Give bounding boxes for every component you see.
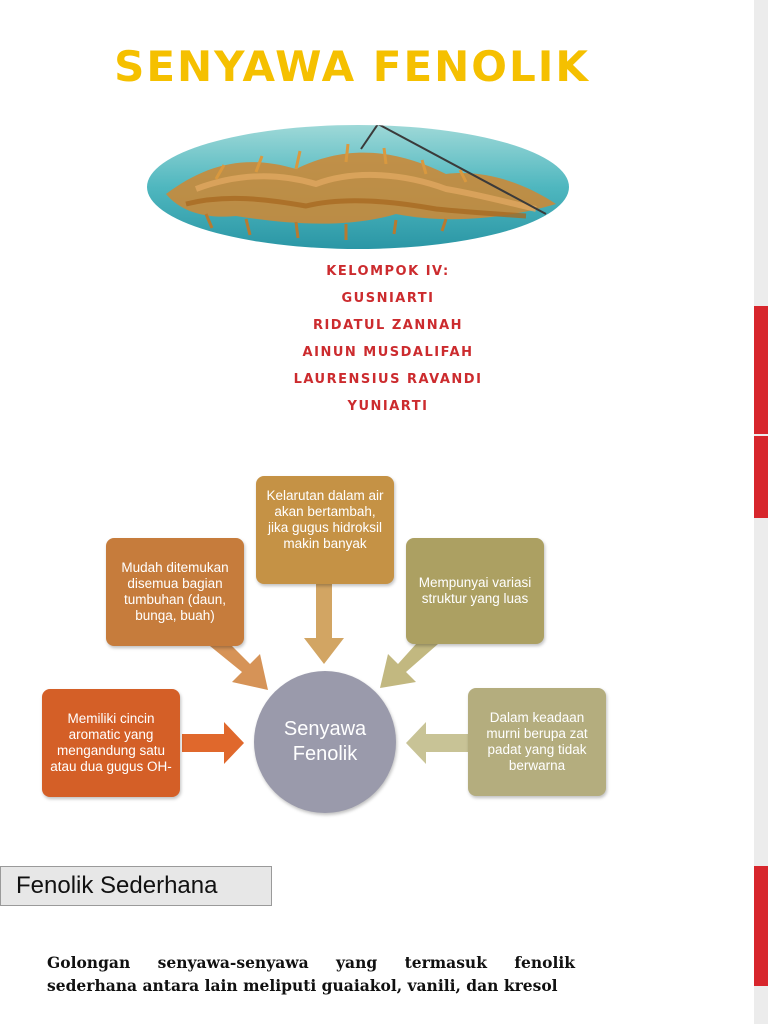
member-name: GUSNIARTI: [341, 291, 435, 306]
edge-accent-mark: [754, 306, 768, 434]
seaweed-photo: [146, 124, 570, 250]
diagram-box-right: Dalam keadaan murni berupa zat padat yang tidak berwarna: [468, 688, 606, 796]
diagram-box-top-left: Mudah ditemukan disemua bagian tumbuhan (daun, bunga, buah): [106, 538, 244, 646]
section-heading: [0, 866, 272, 906]
arrow-right: [182, 722, 244, 764]
member-name: RIDATUL ZANNAH: [312, 318, 464, 333]
member-name: LAURENSIUS RAVANDI: [293, 372, 483, 387]
arrow-down: [304, 584, 344, 664]
group-label: KELOMPOK IV:: [326, 264, 450, 279]
diagram-box-top-right: Mempunyai variasi struktur yang luas: [406, 538, 544, 644]
edge-accent-mark: [754, 436, 768, 518]
page-title: SENYAWA FENOLIK: [114, 42, 590, 91]
diagram-box-left: Memiliki cincin aromatic yang mengandung satu atau dua gugus OH-: [42, 689, 180, 797]
arrow-left: [406, 722, 468, 764]
edge-accent-mark: [754, 866, 768, 986]
member-name: AINUN MUSDALIFAH: [302, 345, 474, 360]
arrow-diagonal-left: [380, 644, 438, 688]
concept-diagram: [0, 460, 640, 830]
section-heading-text: Fenolik Sederhana: [16, 872, 218, 899]
diagram-center-circle: [254, 671, 396, 813]
group-members: [240, 258, 536, 420]
arrow-diagonal-right: [210, 646, 268, 690]
diagram-box-top: Kelarutan dalam air akan bertambah, jika gugus hidroksil makin banyak: [256, 476, 394, 584]
member-name: YUNIARTI: [347, 399, 429, 414]
center-label: Senyawa Fenolik: [283, 718, 367, 765]
section-body: Golongan senyawa-senyawa yang termasuk fenolik sederhana antara lain meliputi guaiakol, vanili, dan kresol: [47, 953, 575, 995]
